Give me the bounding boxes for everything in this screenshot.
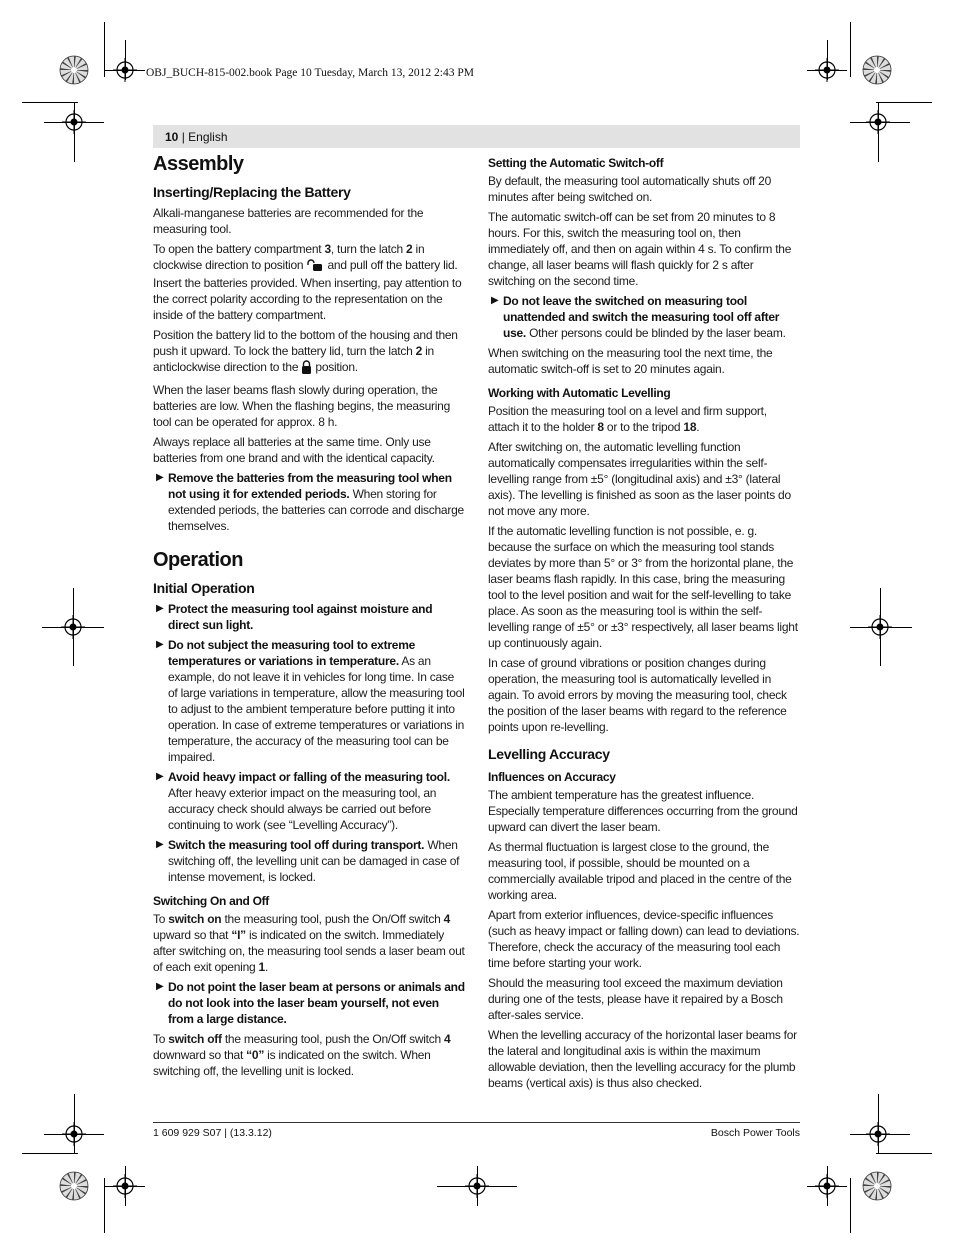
levelling-heading: Working with Automatic Levelling [488, 386, 671, 400]
registration-star-icon [59, 1171, 89, 1201]
unlocked-padlock-icon [306, 259, 324, 275]
footer-rule [153, 1122, 800, 1123]
crop-line [22, 1153, 78, 1154]
crop-line [44, 122, 104, 123]
crop-line [876, 1153, 932, 1154]
crop-line [125, 1166, 126, 1206]
footer-right: Bosch Power Tools [710, 1127, 800, 1139]
print-slug: OBJ_BUCH-815-002.book Page 10 Tuesday, March 13, 2012 2:43 PM [146, 67, 474, 79]
assembly-heading: Assembly [153, 153, 244, 175]
triangle-bullet-icon: ▶ [156, 472, 164, 483]
operation-heading: Operation [153, 549, 243, 571]
initial-operation-heading: Initial Operation [153, 580, 255, 596]
right-column [488, 155, 800, 1095]
crop-line [74, 102, 75, 162]
battery-paragraph-2: To open the battery compartment 3, turn the latch 2 in clockwise direction to position and pull off the battery lid. Insert the batteries provided. When inserting, pay attention to the correct polarity according to the representation on the inside of the battery compartment. [153, 242, 462, 322]
crop-line [42, 627, 104, 628]
registration-star-icon [59, 55, 89, 85]
crop-line [44, 1134, 104, 1135]
header-language: English [188, 130, 228, 144]
battery-paragraph-5: Always replace all batteries at the same time. Only use batteries from one brand and with the identical capacity. [153, 435, 435, 465]
accuracy-paragraph-2: As thermal fluctuation is largest close to the ground, the measuring tool, if possible, should be mounted on a commercially available tripod and placed in the centre of the working area. [488, 840, 792, 902]
initial-bullet-2: ▶ Do not subject the measuring tool to extreme temperatures or variations in temperature. As an example, do not leave it in vehicles for long time. In case of large variations in temperature, allow the measuring tool to adjust to the ambient temperature before putting it into operation. In case of extreme temperatures or variations in temperature, the accuracy of the measuring tool can be impaired. [156, 638, 465, 764]
battery-heading: Inserting/Replacing the Battery [153, 184, 351, 200]
triangle-bullet-icon: ▶ [156, 981, 164, 992]
crop-line [22, 102, 78, 103]
triangle-bullet-icon: ▶ [156, 839, 164, 850]
accuracy-paragraph-5: When the levelling accuracy of the horizontal laser beams for the lateral and longitudinal axis is within the maximum allowable deviation, then the levelling accuracy for the plumb beams (vertical axis) is thus also checked. [488, 1028, 797, 1090]
page-header [165, 130, 228, 144]
switch-bullet: ▶ Do not point the laser beam at persons or animals and do not look into the laser beam yourself, not even from a large distance. [156, 980, 465, 1026]
auto-paragraph-3: When switching on the measuring tool the next time, the automatic switch-off is set to 20 minutes again. [488, 346, 773, 376]
locked-padlock-icon [301, 360, 312, 378]
levelling-paragraph-3: If the automatic levelling function is not possible, e. g. because the surface on which the measuring tool stands deviates by more than 5° or 3° from the horizontal plane, the laser beams flash rapidly. In this case, bring the measuring tool to the level position and wait for the self-levelling to take place. As soon as the measuring tool is within the self-levelling range of ±5° or ±3° respectively, all laser beams light up continuously again. [488, 524, 798, 650]
accuracy-paragraph-4: Should the measuring tool exceed the maximum deviation during one of the tests, please have it repaired by a Bosch after-sales service. [488, 976, 783, 1022]
switch-off-paragraph: To switch off the measuring tool, push the On/Off switch 4 downward so that “0” is indicated on the switch. When switching off, the levelling unit is locked. [153, 1032, 451, 1078]
levelling-paragraph-2: After switching on, the automatic levelling function automatically compensates irregularities within the self-levelling range from ±5° (longitudinal axis) and ±3° (lateral axis). The levelling is finished as soon as the laser points do not move any more. [488, 440, 791, 518]
battery-paragraph-1: Alkali-manganese batteries are recommended for the measuring tool. [153, 206, 424, 236]
initial-bullet-3: ▶ Avoid heavy impact or falling of the measuring tool. After heavy exterior impact on the measuring tool, an accuracy check should always be carried out before continuing to work (see “Levelling Accuracy”). [156, 770, 450, 832]
crop-line [477, 1166, 478, 1206]
crop-line [850, 122, 910, 123]
triangle-bullet-icon: ▶ [156, 639, 164, 650]
battery-bullet: ▶ Remove the batteries from the measuring tool when not using it for extended periods. When storing for extended periods, the batteries can corrode and discharge themselves. [156, 471, 464, 533]
switching-heading: Switching On and Off [153, 894, 269, 908]
initial-bullet-1: ▶ Protect the measuring tool against moisture and direct sun light. [156, 602, 433, 632]
registration-star-icon [862, 1171, 892, 1201]
page-number: 10 [165, 130, 179, 144]
triangle-bullet-icon: ▶ [156, 771, 164, 782]
crop-line [850, 1134, 910, 1135]
levelling-paragraph-4: In case of ground vibrations or position changes during operation, the measuring tool is automatically levelled in again. To avoid errors by moving the measuring tool, check the position of the laser beams with regard to the reference points upon re-levelling. [488, 656, 787, 734]
switch-on-paragraph: To switch on the measuring tool, push the On/Off switch 4 upward so that “I” is indicated on the switch. Immediately after switching on, the measuring tool sends a laser beam out of each exit opening 1. [153, 912, 465, 974]
auto-paragraph-2: The automatic switch-off can be set from 20 minutes to 8 hours. For this, switch the measuring tool on, then immediately off, and then on again within 4 s. To confirm the change, all laser beams will flash quickly for 2 s after switching on the second time. [488, 210, 792, 288]
triangle-bullet-icon: ▶ [491, 295, 499, 306]
auto-switch-off-heading: Setting the Automatic Switch-off [488, 156, 664, 170]
crop-line [850, 627, 912, 628]
accuracy-paragraph-1: The ambient temperature has the greatest influence. Especially temperature differences occurring from the ground upward can divert the laser beam. [488, 788, 798, 834]
crop-line [827, 1166, 828, 1206]
crop-line [74, 1094, 75, 1154]
crop-line [827, 40, 828, 80]
crop-line [878, 102, 879, 162]
left-column [153, 150, 465, 1083]
page-header-bar [153, 125, 800, 148]
battery-paragraph-3: Position the battery lid to the bottom of the housing and then push it upward. To lock the battery lid, turn the latch 2 in anticlockwise direction to the position. [153, 327, 465, 378]
crop-line [878, 1094, 879, 1154]
crop-line [850, 22, 851, 77]
registration-star-icon [862, 55, 892, 85]
footer-left: 1 609 929 S07 | (13.3.12) [153, 1127, 272, 1139]
auto-paragraph-1: By default, the measuring tool automatically shuts off 20 minutes after being switched on. [488, 174, 772, 204]
levelling-accuracy-heading: Levelling Accuracy [488, 746, 610, 762]
crop-line [876, 102, 932, 103]
crop-line [850, 1178, 851, 1233]
crop-line [104, 22, 105, 77]
accuracy-paragraph-3: Apart from exterior influences, device-specific influences (such as heavy impact or falling down) can lead to deviations. Therefore, check the accuracy of the measuring tool each time before starting your work. [488, 908, 800, 970]
levelling-paragraph-1: Position the measuring tool on a level and firm support, attach it to the holder 8 or to the tripod 18. [488, 404, 767, 434]
auto-bullet: ▶ Do not leave the switched on measuring tool unattended and switch the measuring tool off after use. Other persons could be blinded by the laser beam. [491, 294, 786, 340]
initial-bullet-4: ▶ Switch the measuring tool off during transport. When switching off, the levelling unit can be damaged in case of intense movement, is locked. [156, 838, 460, 884]
header-separator: | [178, 130, 189, 144]
triangle-bullet-icon: ▶ [156, 603, 164, 614]
influences-heading: Influences on Accuracy [488, 770, 616, 784]
crop-line [125, 40, 126, 80]
battery-paragraph-4: When the laser beams flash slowly during operation, the batteries are low. When the flashing begins, the measuring tool can be operated for approx. 8 h. [153, 383, 451, 429]
